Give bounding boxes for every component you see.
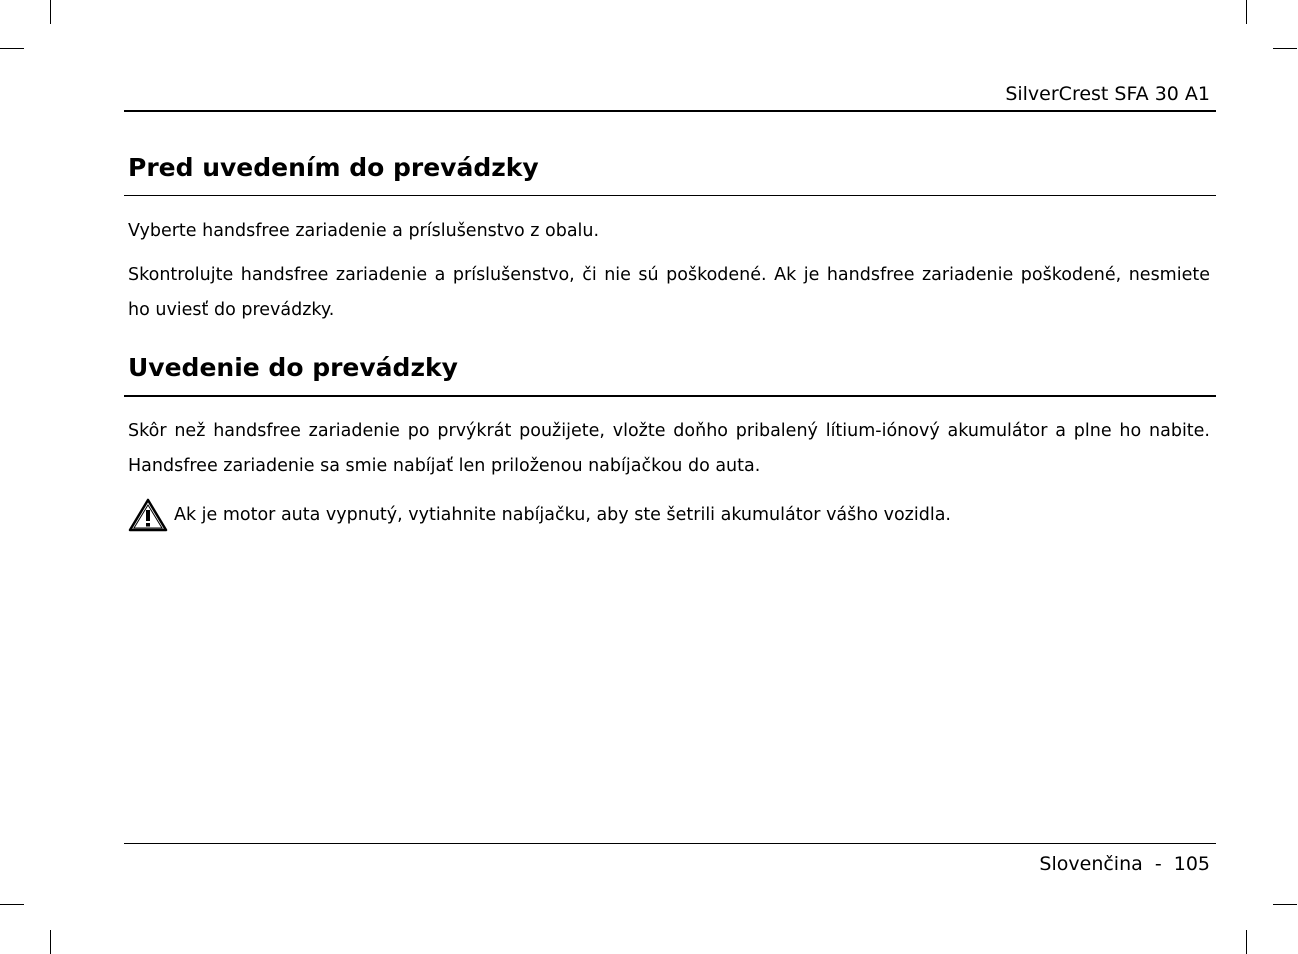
page-number: 105 [1173,853,1210,875]
crop-mark-top-left-vertical [50,0,51,24]
footer-language: Slovenčina [1039,853,1143,875]
footer-rule [124,843,1216,844]
section-rule-before-use [124,195,1216,196]
crop-mark-bottom-left-horizontal [0,904,24,905]
running-header: SilverCrest SFA 30 A1 [1005,83,1210,105]
crop-mark-bottom-right-vertical [1246,930,1247,954]
paragraph-unpack: Vyberte handsfree zariadenie a príslušenstvo z obalu. [128,221,600,241]
section-title-before-use: Pred uvedením do prevádzky [128,153,539,182]
section-title-start-up: Uvedenie do prevádzky [128,353,458,382]
crop-mark-bottom-left-vertical [50,930,51,954]
warning-triangle-icon [128,498,168,532]
warning-note [128,498,1210,532]
section-rule-start-up [124,395,1216,397]
warning-text: Ak je motor auta vypnutý, vytiahnite nabíjačku, aby ste šetrili akumulátor vášho vozidla. [174,505,951,525]
crop-mark-bottom-right-horizontal [1273,904,1297,905]
crop-mark-top-right-vertical [1246,0,1247,24]
crop-mark-top-right-horizontal [1273,48,1297,49]
paragraph-check-damage: Skontrolujte handsfree zariadenie a príslušenstvo, či nie sú poškodené. Ak je handsfree zariadenie poškodené, nesmiete ho uviesť do prevádzky. [128,265,1210,320]
footer-separator: - [1154,853,1162,875]
header-rule [124,110,1216,112]
crop-mark-top-left-horizontal [0,48,24,49]
paragraph-charge-battery: Skôr než handsfree zariadenie po prvýkrát použijete, vložte doňho pribalený lítium-iónový akumulátor a plne ho nabite. Handsfree zariadenie sa smie nabíjať len priloženou nabíjačkou do auta. [128,421,1210,476]
running-footer [1039,852,1210,876]
